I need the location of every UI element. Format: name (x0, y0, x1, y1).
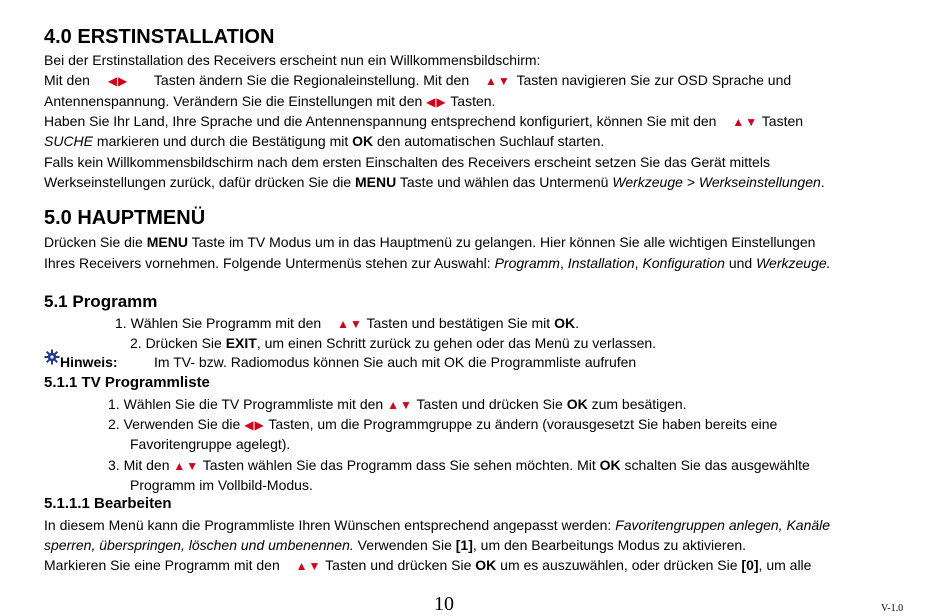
page-number: 10 (434, 593, 454, 615)
section-title-bearbeiten: 5.1.1.1 Bearbeiten (44, 495, 172, 512)
list-item: 2. Verwenden Sie die ◀▶ Tasten, um die Programmgruppe zu ändern (vorausgesetzt Sie haben bereits eine (108, 416, 778, 432)
paragraph-line: Markieren Sie eine Programm mit den ▲▼ Tasten und drücken Sie OK um es auszuwählen, oder drücken Sie [0], um alle (44, 557, 812, 573)
up-down-arrows-icon: ▲▼ (173, 459, 200, 473)
paragraph-line: Ihres Receivers vornehmen. Folgende Untermenüs stehen zur Auswahl: Programm, Installation, Konfiguration und Werkzeuge. (44, 255, 831, 271)
paragraph-line: Bei der Erstinstallation des Receivers erscheint nun ein Willkommensbildschirm: (44, 52, 541, 68)
left-right-arrows-icon: ◀▶ (426, 95, 447, 109)
hint-text: Im TV- bzw. Radiomodus können Sie auch mit OK die Programmliste aufrufen (154, 354, 637, 370)
hint-label: Hinweis: (60, 354, 118, 370)
paragraph-line: Antennenspannung. Verändern Sie die Einstellungen mit den ◀▶ Tasten. (44, 93, 496, 109)
paragraph-line: Werkseinstellungen zurück, dafür drücken Sie die MENU Taste und wählen das Untermenü Werkzeuge > Werkseinstellungen. (44, 174, 825, 190)
list-item: 2. Drücken Sie EXIT, um einen Schritt zurück zu gehen oder das Menü zu verlassen. (130, 335, 657, 351)
hint-gear-icon (44, 349, 60, 365)
paragraph-line: In diesem Menü kann die Programmliste Ihren Wünschen entsprechend angepasst werden: Favoritengruppen anlegen, Kanäle (44, 517, 831, 533)
up-down-arrows-icon: ▲▼ (295, 559, 322, 573)
up-down-arrows-icon: ▲▼ (732, 115, 759, 129)
list-item: 3. Mit den ▲▼ Tasten wählen Sie das Programm dass Sie sehen möchten. Mit OK schalten Sie das ausgewählte (108, 457, 810, 473)
up-down-arrows-icon: ▲▼ (485, 74, 511, 88)
paragraph-line: Haben Sie Ihr Land, Ihre Sprache und die Antennenspannung entsprechend konfiguriert, können Sie mit den ▲▼ Tasten (44, 113, 804, 129)
paragraph-line: Falls kein Willkommensbildschirm nach dem ersten Einschalten des Receivers erscheint setzen Sie das Gerät mittels (44, 154, 770, 170)
paragraph-line: Mit den ◀▶ Tasten ändern Sie die Regionaleinstellung. Mit den ▲▼ Tasten navigieren Sie zur OSD Sprache und (44, 72, 792, 88)
section-title-hauptmenue: 5.0 HAUPTMENÜ (44, 207, 206, 229)
section-title-programm: 5.1 Programm (44, 292, 158, 311)
section-title-erstinstallation: 4.0 ERSTINSTALLATION (44, 26, 275, 48)
list-item-continuation: Programm im Vollbild-Modus. (130, 477, 313, 493)
left-right-arrows-icon: ◀▶ (107, 74, 129, 88)
left-right-arrows-icon: ◀▶ (244, 418, 265, 432)
up-down-arrows-icon: ▲▼ (337, 317, 363, 331)
paragraph-line: sperren, überspringen, löschen und umbenennen. Verwenden Sie [1], um den Bearbeitungs Modus zu aktivieren. (44, 537, 747, 553)
up-down-arrows-icon: ▲▼ (387, 398, 413, 412)
list-item: 1. Wählen Sie die TV Programmliste mit den ▲▼ Tasten und drücken Sie OK zum besätigen. (108, 396, 687, 412)
paragraph-line: Drücken Sie die MENU Taste im TV Modus um in das Hauptmenü zu gelangen. Hier können Sie alle wichtigen Einstellungen (44, 234, 816, 250)
version-label: V-1.0 (881, 603, 904, 614)
list-item: 1. Wählen Sie Programm mit den ▲▼ Tasten und bestätigen Sie mit OK. (115, 315, 579, 331)
list-item-continuation: Favoritengruppe agelegt). (130, 436, 291, 452)
paragraph-line: SUCHE markieren und durch die Bestätigung mit OK den automatischen Suchlauf starten. (44, 133, 605, 149)
section-title-tv-programmliste: 5.1.1 TV Programmliste (44, 374, 210, 391)
